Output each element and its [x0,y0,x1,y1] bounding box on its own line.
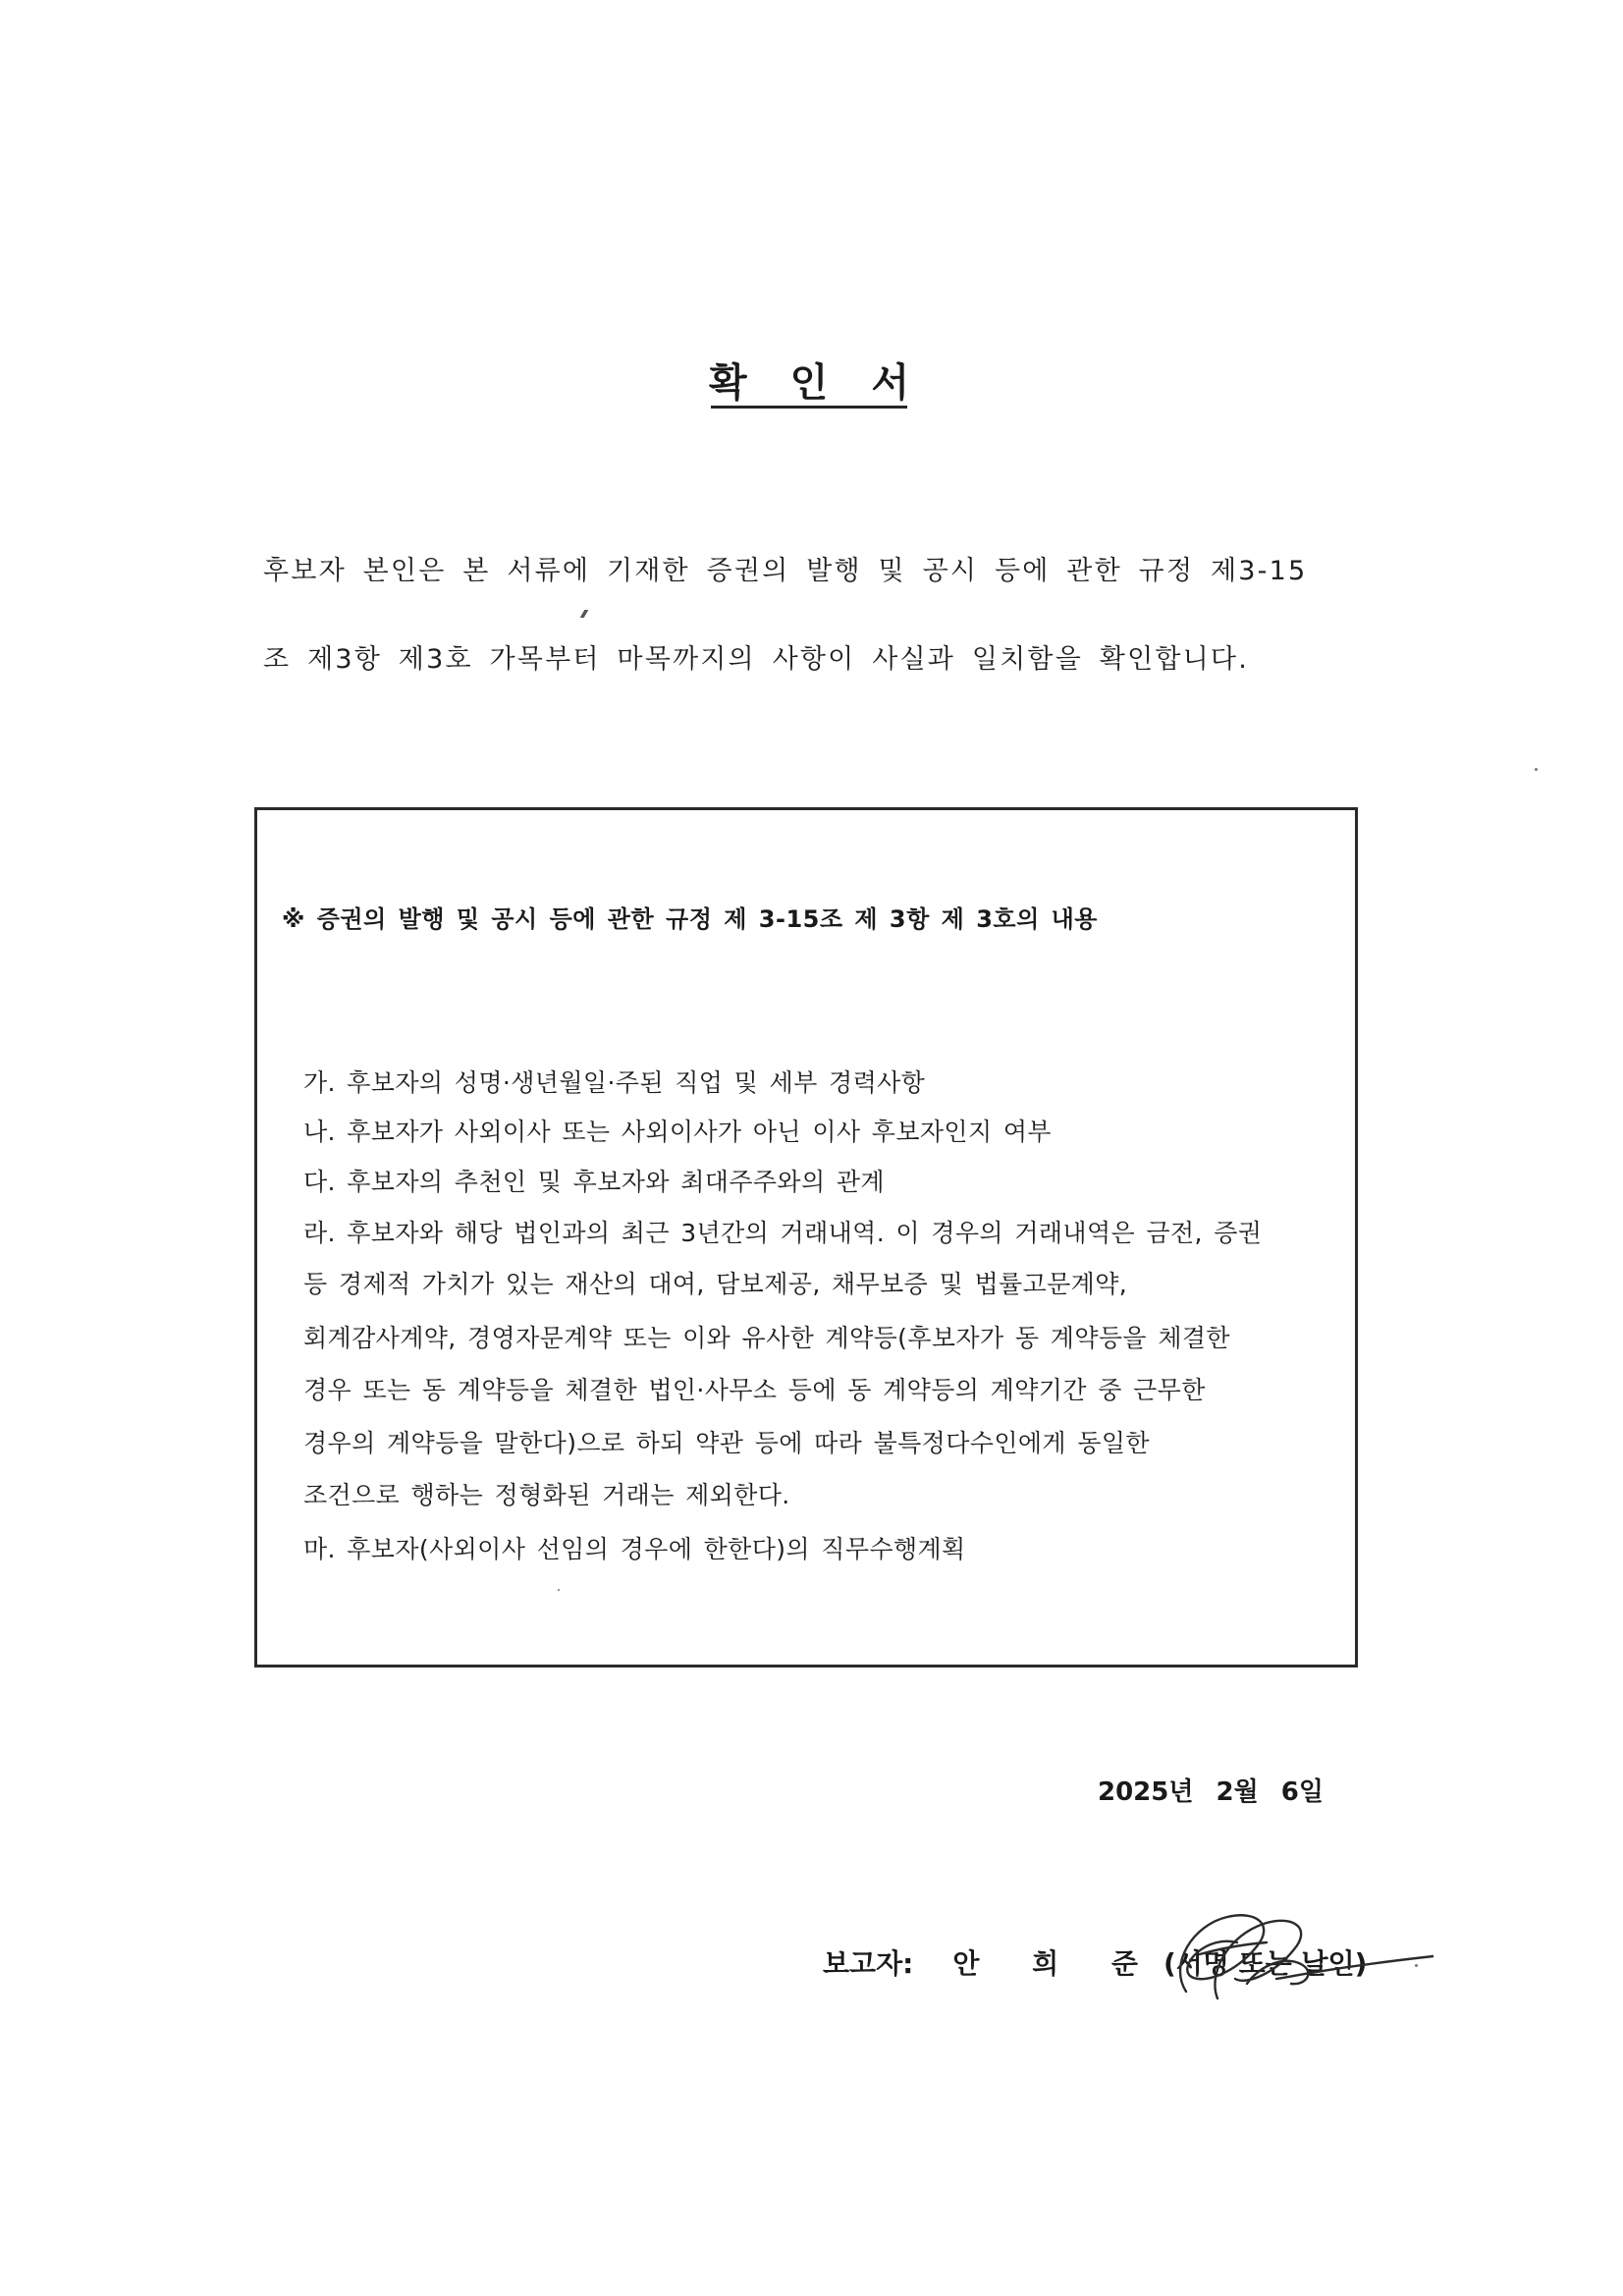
regulation-item-ra-cont: 회계감사계약, 경영자문계약 또는 이와 유사한 계약등(후보자가 동 계약등을 체결한 [303,1324,1230,1352]
document-date: 2025년 2월 6일 [1098,1777,1324,1807]
intro-statement-line-2: 조 제3항 제3호 가목부터 마목까지의 사항이 사실과 일치함을 확인합니다. [263,644,1249,675]
signer-name: 안 희 준 [952,1947,1160,1980]
signer-label: 보고자: [823,1947,914,1980]
regulation-item-ra-cont: 경우 또는 동 계약등을 체결한 법인·사무소 등에 동 계약등의 계약기간 중 근무한 [303,1376,1206,1404]
document-title [709,355,909,410]
regulation-item-na: 나. 후보자가 사외이사 또는 사외이사가 아닌 이사 후보자인지 여부 [303,1118,1052,1146]
regulation-item-ra-cont: 등 경제적 가치가 있는 재산의 대여, 담보제공, 채무보증 및 법률고문계약, [303,1270,1128,1298]
intro-statement-line-1: 후보자 본인은 본 서류에 기재한 증권의 발행 및 공시 등에 관한 규정 제3-15 [263,556,1308,586]
regulation-item-ra-cont: 조건으로 행하는 정형화된 거래는 제외한다. [303,1481,790,1509]
scan-speck [558,1589,560,1591]
scan-speck [1415,1964,1418,1967]
title-char: 인 [789,360,829,406]
regulation-item-ga: 가. 후보자의 성명·생년월일·주된 직업 및 세부 경력사항 [303,1068,926,1097]
title-char: 서 [871,360,909,406]
title-underline [711,406,907,409]
scan-speck [1535,768,1538,771]
regulation-box-heading: ※ 증권의 발행 및 공시 등에 관한 규정 제 3-15조 제 3항 제 3호의 내용 [282,905,1098,933]
scan-mark [580,610,589,618]
signature-note: (서명 또는 날인) [1163,1947,1368,1980]
regulation-item-da: 다. 후보자의 추천인 및 후보자와 최대주주와의 관계 [303,1168,885,1196]
title-char: 확 [709,360,747,406]
regulation-item-ra: 라. 후보자와 해당 법인과의 최근 3년간의 거래내역. 이 경우의 거래내역은 금전, 증권 [303,1219,1263,1247]
signature-icon [1109,1895,1434,2013]
regulation-item-ra-cont: 경우의 계약등을 말한다)으로 하되 약관 등에 따라 불특정다수인에게 동일한 [303,1429,1150,1457]
regulation-item-ma: 마. 후보자(사외이사 선임의 경우에 한한다)의 직무수행계획 [303,1535,966,1563]
